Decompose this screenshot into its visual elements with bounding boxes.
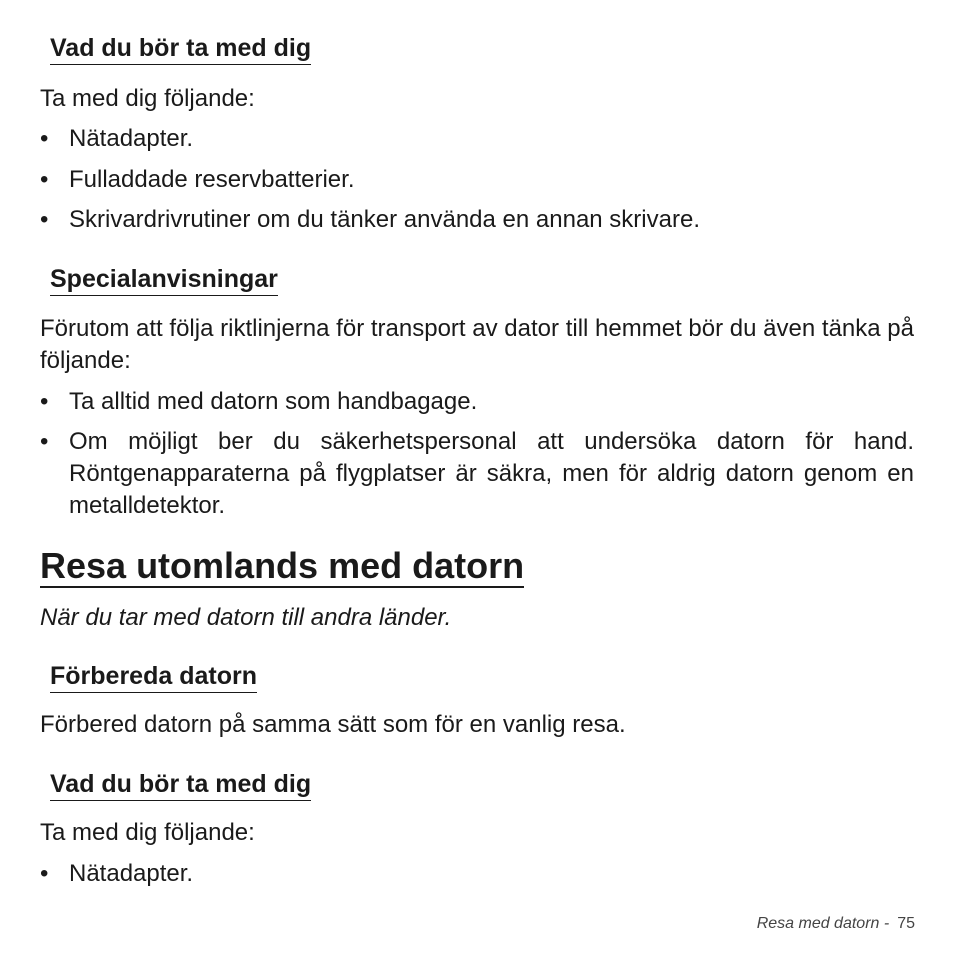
bullet-marker: •	[40, 206, 49, 233]
list-item	[40, 386, 914, 418]
list-item	[40, 204, 914, 236]
section-heading-what-to-bring: Vad du bör ta med dig	[50, 33, 311, 65]
bullet-marker: •	[40, 860, 49, 887]
page-number: 75	[897, 915, 915, 932]
bullet-marker: •	[40, 388, 49, 415]
page-footer	[757, 915, 915, 933]
list-item-text: Nätadapter.	[69, 860, 194, 887]
paragraph-text: Förbered datorn på samma sätt som för en vanlig resa.	[40, 711, 626, 738]
bullet-marker: •	[40, 166, 49, 193]
section-heading-what-to-bring: Vad du bör ta med dig	[50, 769, 311, 801]
section-heading-prepare-computer: Förbereda datorn	[50, 661, 257, 693]
list-item-text: Om möjligt ber du säkerhetspersonal att undersöka datorn för hand. Röntgenapparaterna på flygplatser är säkra, men för aldrig datorn genom en metalldetektor.	[69, 428, 914, 519]
list-item	[40, 164, 914, 196]
list-item	[40, 123, 914, 155]
list-item	[40, 426, 914, 522]
paragraph-intro: Förutom att följa riktlinjerna för transport av dator till hemmet bör du även tänka på följande:	[40, 315, 914, 374]
list-item-text: Fulladdade reservbatterier.	[69, 166, 355, 193]
list-item-text: Skrivardrivrutiner om du tänker använda en annan skrivare.	[69, 206, 700, 233]
footer-label: Resa med datorn -	[756, 915, 890, 932]
chapter-title: Resa utomlands med datorn	[40, 545, 525, 586]
list-item-text: Ta alltid med datorn som handbagage.	[69, 388, 478, 415]
paragraph-intro: Ta med dig följande:	[40, 85, 255, 112]
chapter-subtitle: När du tar med datorn till andra länder.	[40, 604, 452, 631]
list-item-text: Nätadapter.	[69, 125, 194, 152]
bullet-marker: •	[40, 125, 49, 152]
section-heading-special-instructions: Specialanvisningar	[50, 264, 278, 296]
bullet-marker: •	[40, 428, 49, 455]
paragraph-intro: Ta med dig följande:	[40, 819, 255, 846]
list-item	[40, 858, 914, 890]
